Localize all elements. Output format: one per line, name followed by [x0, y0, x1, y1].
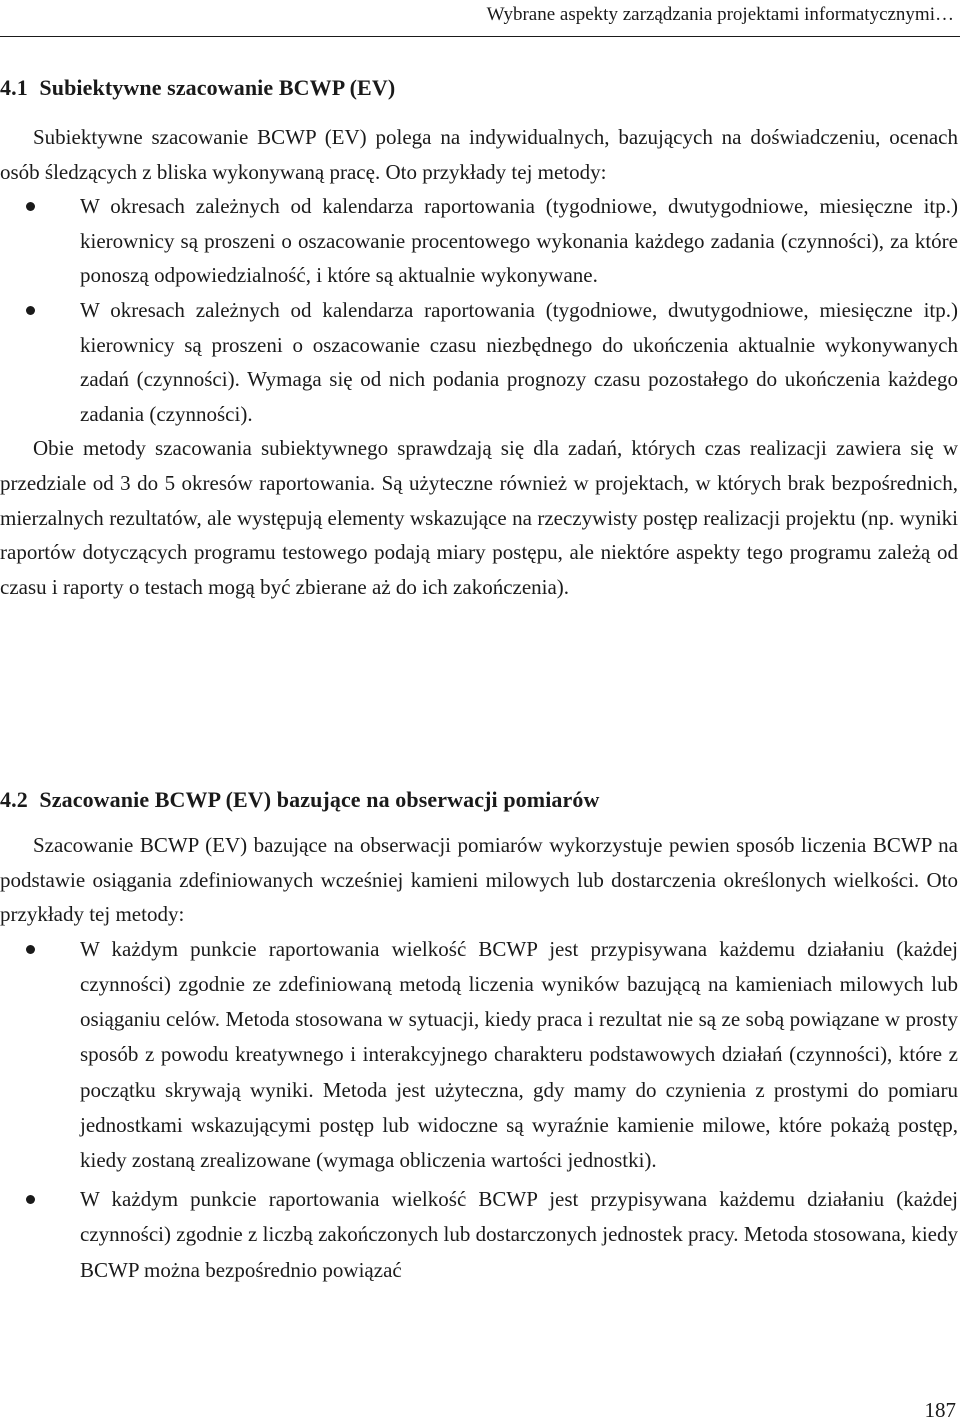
- list-item: [0, 1182, 958, 1288]
- list-item-text: W okresach zależnych od kalendarza raportowania (tygodniowe, dwutygodniowe, miesięczne itp.) kierownicy są proszeni o oszacowanie procentowego wykonania każdego zadania (czynności), za które ponoszą odpowiedzialność, i które są aktualnie wykonywane.: [80, 194, 958, 288]
- section-title: Szacowanie BCWP (EV) bazujące na obserwacji pomiarów: [39, 787, 600, 812]
- section-title: Subiektywne szacowanie BCWP (EV): [39, 75, 396, 100]
- bullet-icon: [26, 202, 35, 211]
- list-item: [0, 189, 958, 293]
- list-item-text: W okresach zależnych od kalendarza raportowania (tygodniowe, dwutygodniowe, miesięczne itp.) kierownicy są proszeni o oszacowanie czasu niezbędnego do ukończenia aktualnie wykonywanych zadań (czynności). Wymaga się od nich podania prognozy czasu pozostałego do ukończenia każdego zadania (czynności).: [80, 297, 958, 426]
- section-4-2-intro: Szacowanie BCWP (EV) bazujące na obserwacji pomiarów wykorzystuje pewien sposób liczenia BCWP na podstawie osiągania zdefiniowanych wcześniej kamieni milowych lub dostarczenia określonych wielkości. Oto przykłady tej metody:: [0, 833, 958, 927]
- section-number: 4.1: [0, 75, 28, 100]
- section-4-1-intro: Subiektywne szacowanie BCWP (EV) polega na indywidualnych, bazujących na doświadczeniu, ocenach osób śledzących z bliska wykonywaną pracę. Oto przykłady tej metody:: [0, 125, 958, 184]
- list-item-text: W każdym punkcie raportowania wielkość BCWP jest przypisywana każdemu działaniu (każdej czynności) zgodnie ze zdefiniowaną metodą liczenia wyników bazującą na kamieniach milowych lub osiąganiu celów. Metoda stosowana w sytuacji, kiedy praca i rezultat nie są ze sobą powiązane w prosty sposób z powodu kreatywnego i interakcyjnego charakteru podstawowych działań (czynności), które z początku skrywają wyniki. Metoda jest użyteczna, gdy mamy do czynienia z prostymi do pomiaru jednostkami wskazującymi postęp lub widoczne są wyraźnie kamienie milowe, które pokażą postęp, kiedy zostaną zrealizowane (wymaga obliczenia wartości jednostki).: [80, 936, 958, 1172]
- bullet-icon: [26, 945, 35, 954]
- section-4-1-closing: Obie metody szacowania subiektywnego sprawdzają się dla zadań, których czas realizacji zawiera się w przedziale od 3 do 5 okresów raportowania. Są użyteczne również w projektach, w których brak bezpośrednich, mierzalnych rezultatów, ale występują elementy wskazujące na rzeczywisty postęp realizacji projektu (np. wyniki raportów dotyczących programu testowego podają miary postępu, ale niektóre aspekty tego programu zależą od czasu i raporty o testach mogą być zbierane aż do ich zakończenia).: [0, 436, 958, 599]
- list-item: [0, 293, 958, 431]
- list-item-text: W każdym punkcie raportowania wielkość BCWP jest przypisywana każdemu działaniu (każdej czynności) zgodnie z liczbą zakończonych lub dostarczonych jednostek pracy. Metoda stosowana, kiedy BCWP można bezpośrednio powiązać: [80, 1187, 958, 1282]
- section-4-2-list: [0, 932, 958, 1288]
- section-4-2: [0, 785, 958, 1288]
- bullet-icon: [26, 1195, 35, 1204]
- header-rule: [0, 36, 960, 37]
- page-number: 187: [924, 1398, 956, 1422]
- list-item: [0, 932, 958, 1178]
- section-4-2-heading: [0, 785, 958, 815]
- bullet-icon: [26, 306, 35, 315]
- section-4-1-heading: [0, 73, 958, 103]
- section-number: 4.2: [0, 787, 28, 812]
- section-4-1: [0, 73, 958, 604]
- section-4-1-list: [0, 189, 958, 431]
- running-header: Wybrane aspekty zarządzania projektami informatycznymi…: [486, 4, 954, 25]
